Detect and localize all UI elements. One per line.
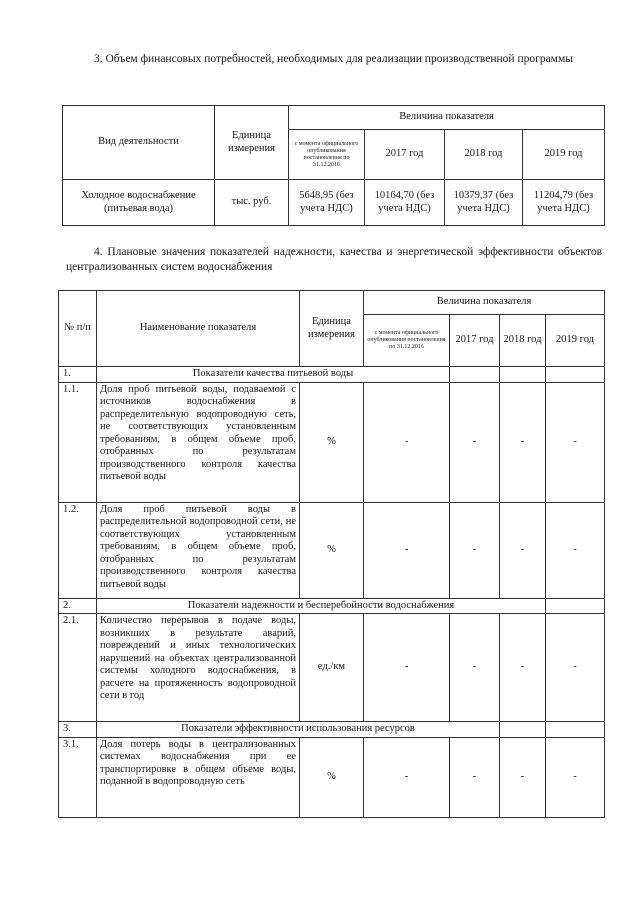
col-value-group-header: Величина показателя: [364, 291, 605, 315]
section-title: Показатели надежности и бесперебойности водоснабжения: [97, 598, 546, 614]
indicator-name: Количество перерывов в подаче воды, возникших в результате аварий, повреждений и иных технологических нарушений на объектах централизованной системы холодного водоснабжения, в расчете на протяженность водопроводной сети в год: [97, 614, 300, 722]
value-2017-cell: -: [450, 614, 500, 722]
activity-cell: Холодное водоснабжение (питьевая вода): [63, 180, 215, 226]
row-num: 1.1.: [59, 382, 97, 502]
section4-heading: 4. Плановые значения показателей надежности, качества и энергетической эффективности объектов централизованных систем водоснабжения: [66, 246, 602, 273]
value-2019-cell: 11204,79 (без учета НДС): [523, 180, 605, 226]
value-since-cell: 5648,95 (без учета НДС): [289, 180, 365, 226]
col-since-header: с момента официального опубликования постановления по 31.12.2016: [364, 315, 450, 367]
value-2017-cell: 10164,70 (без учета НДС): [365, 180, 445, 226]
section-num: 1.: [59, 367, 97, 383]
value-2019-cell: -: [546, 737, 605, 817]
indicator-name: Доля проб питьевой воды в распределительной водопроводной сети, не соответствующих установленным требованиям, в общем объеме проб, отобранных по результатам производственного контроля качества питьевой воды: [97, 502, 300, 598]
table-row: [59, 502, 605, 598]
table-row: [59, 737, 605, 817]
unit-cell: %: [300, 382, 364, 502]
col-2017-header: 2017 год: [450, 315, 500, 367]
indicator-name: Доля проб питьевой воды, подаваемой с источников водоснабжения в распределительную водопроводную сеть, не соответствующих установленным требованиям, в общем объеме проб, отобранных по результатам производственного контроля качества питьевой воды: [97, 382, 300, 502]
unit-cell: ед./км: [300, 614, 364, 722]
value-2019-cell: -: [546, 382, 605, 502]
value-2018-cell: -: [500, 502, 546, 598]
col-2019-header: 2019 год: [523, 130, 605, 180]
section-title: Показатели эффективности использования ресурсов: [97, 722, 500, 738]
table-row: [63, 180, 605, 226]
unit-cell: %: [300, 502, 364, 598]
col-value-group-header: Величина показателя: [289, 106, 605, 130]
value-since-cell: -: [364, 614, 450, 722]
value-2018-cell: -: [500, 382, 546, 502]
financial-needs-table: [62, 105, 605, 226]
col-num-header: № п/п: [59, 291, 97, 367]
col-2018-header: 2018 год: [500, 315, 546, 367]
value-since-cell: -: [364, 737, 450, 817]
col-name-header: Наименование показателя: [97, 291, 300, 367]
section-row: [59, 722, 605, 738]
col-2019-header: 2019 год: [546, 315, 605, 367]
value-since-cell: -: [364, 382, 450, 502]
section-row: [59, 367, 605, 383]
value-2018-cell: -: [500, 614, 546, 722]
section-num: 2.: [59, 598, 97, 614]
col-since-header: с момента официального опубликования постановления по 31.12.2016: [289, 130, 365, 180]
unit-cell: тыс. руб.: [215, 180, 289, 226]
section3-heading: 3. Объем финансовых потребностей, необходимых для реализации производственной программы: [94, 53, 573, 65]
value-2017-cell: -: [450, 737, 500, 817]
section-row: [59, 598, 605, 614]
col-unit-header: Единица измерения: [300, 291, 364, 367]
value-2017-cell: -: [450, 502, 500, 598]
col-2018-header: 2018 год: [445, 130, 523, 180]
indicators-table: [58, 290, 605, 818]
col-2017-header: 2017 год: [365, 130, 445, 180]
value-2019-cell: -: [546, 614, 605, 722]
section-title: Показатели качества питьевой воды: [97, 367, 450, 383]
row-num: 1.2.: [59, 502, 97, 598]
indicator-name: Доля потерь воды в централизованных системах водоснабжения при ее транспортировке в общем объеме воды, поданной в водопроводную сеть: [97, 737, 300, 817]
value-2018-cell: 10379,37 (без учета НДС): [445, 180, 523, 226]
row-num: 2.1.: [59, 614, 97, 722]
section-num: 3.: [59, 722, 97, 738]
value-2019-cell: -: [546, 502, 605, 598]
value-since-cell: -: [364, 502, 450, 598]
unit-cell: %: [300, 737, 364, 817]
table-row: [59, 382, 605, 502]
value-2017-cell: -: [450, 382, 500, 502]
table-row: [59, 614, 605, 722]
value-2018-cell: -: [500, 737, 546, 817]
col-unit-header: Единица измерения: [215, 106, 289, 180]
row-num: 3.1.: [59, 737, 97, 817]
col-activity-header: Вид деятельности: [63, 106, 215, 180]
